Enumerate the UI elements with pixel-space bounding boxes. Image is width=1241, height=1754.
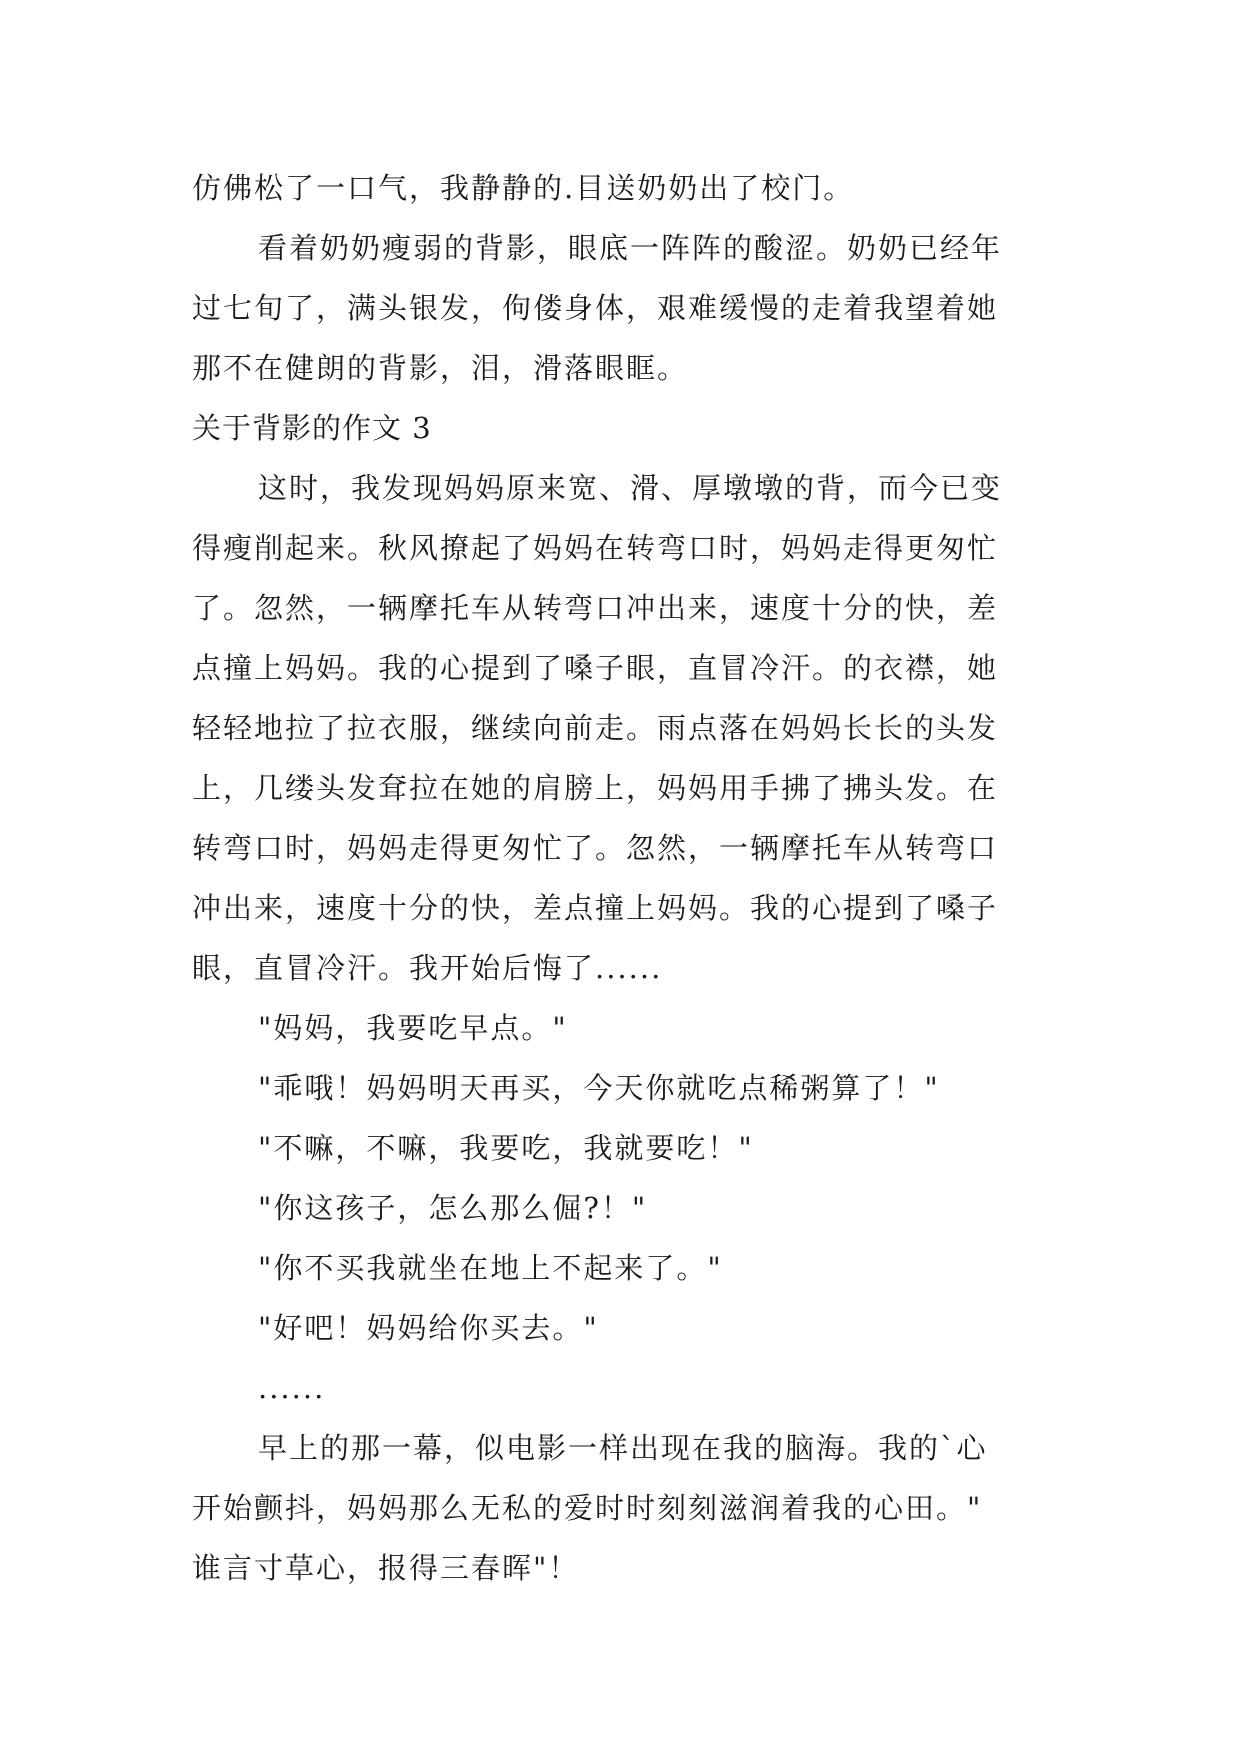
text-line: 仿佛松了一口气，我静静的.目送奶奶出了校门。 bbox=[192, 171, 855, 205]
text-line: 轻轻地拉了拉衣服，继续向前走。雨点落在妈妈长长的头发 bbox=[192, 711, 999, 745]
text-line: 上，几缕头发耷拉在她的肩膀上，妈妈用手拂了拂头发。在 bbox=[192, 771, 999, 805]
dialogue-line: "妈妈，我要吃早点。" bbox=[258, 1011, 568, 1045]
dialogue-line: "乖哦！妈妈明天再买，今天你就吃点稀粥算了！" bbox=[258, 1071, 940, 1105]
text-line: 早上的那一幕，似电影一样出现在我的脑海。我的`心 bbox=[258, 1431, 988, 1465]
text-line: 转弯口时，妈妈走得更匆忙了。忽然，一辆摩托车从转弯口 bbox=[192, 831, 999, 865]
text-line: 这时，我发现妈妈原来宽、滑、厚墩墩的背，而今已变 bbox=[258, 471, 1003, 505]
text-line: 冲出来，速度十分的快，差点撞上妈妈。我的心提到了嗓子 bbox=[192, 891, 999, 925]
text-line: 得瘦削起来。秋风撩起了妈妈在转弯口时，妈妈走得更匆忙 bbox=[192, 531, 999, 565]
dialogue-line: "好吧！妈妈给你买去。" bbox=[258, 1311, 599, 1345]
text-line: 开始颤抖，妈妈那么无私的爱时时刻刻滋润着我的心田。" bbox=[192, 1491, 983, 1525]
ellipsis-line: ...... bbox=[258, 1371, 326, 1405]
document-page bbox=[192, 158, 1052, 1598]
text-line: 了。忽然，一辆摩托车从转弯口冲出来，速度十分的快，差 bbox=[192, 591, 999, 625]
text-line: 过七旬了，满头银发，佝偻身体，艰难缓慢的走着我望着她 bbox=[192, 291, 999, 325]
dialogue-line: "你这孩子，怎么那么倔?！" bbox=[258, 1191, 648, 1225]
section-heading: 关于背影的作文 3 bbox=[192, 411, 432, 445]
text-line: 眼，直冒冷汗。我开始后悔了...... bbox=[192, 951, 663, 985]
text-line: 谁言寸草心，报得三春晖"！ bbox=[192, 1551, 580, 1585]
text-line: 看着奶奶瘦弱的背影，眼底一阵阵的酸涩。奶奶已经年 bbox=[258, 231, 1003, 265]
dialogue-line: "你不买我就坐在地上不起来了。" bbox=[258, 1251, 723, 1285]
dialogue-line: "不嘛，不嘛，我要吃，我就要吃！" bbox=[258, 1131, 754, 1165]
text-line: 点撞上妈妈。我的心提到了嗓子眼，直冒冷汗。的衣襟，她 bbox=[192, 651, 999, 685]
text-line: 那不在健朗的背影，泪，滑落眼眶。 bbox=[192, 351, 689, 385]
